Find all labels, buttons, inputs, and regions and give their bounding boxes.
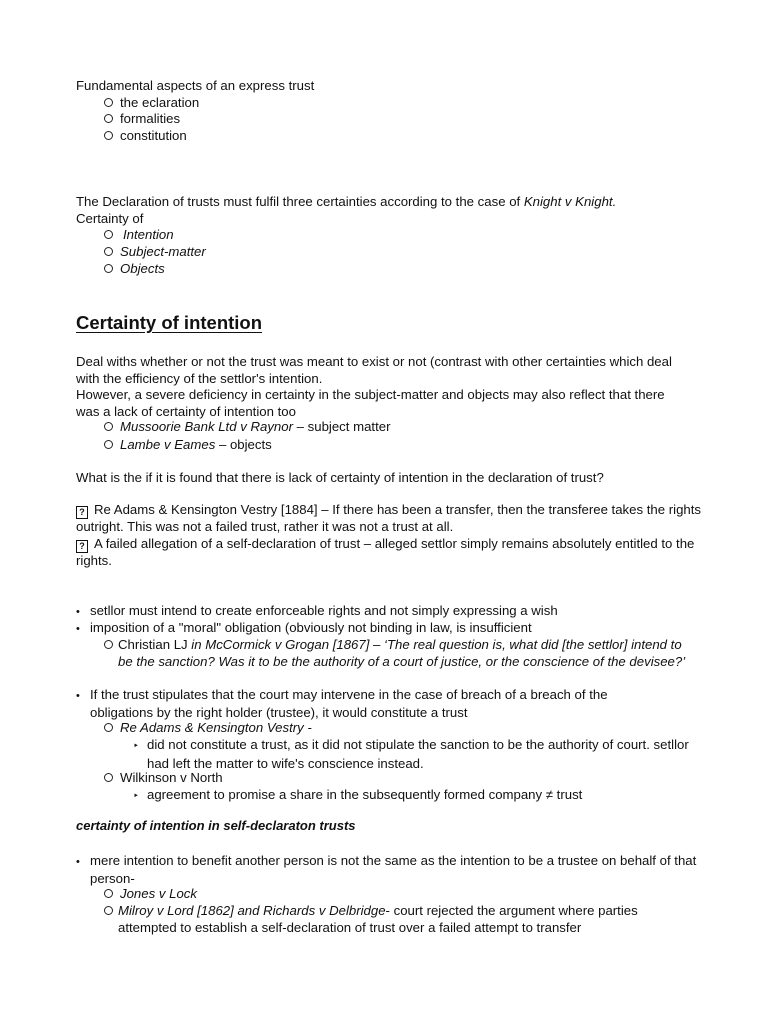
case-name: Milroy v Lord [1862] and Richards v Delbridge — [118, 903, 386, 918]
case-name: Lambe v Eames — [120, 437, 216, 452]
case-note: – objects — [215, 437, 272, 452]
case-name: Mussoorie Bank Ltd v Raynor — [120, 419, 293, 434]
bullet-moral-obligation: • imposition of a "moral" obligation (obviously not binding in law, is insufficient — [76, 620, 710, 638]
certainty-item-intention — [104, 227, 174, 244]
judge-name: Christian LJ — [118, 637, 192, 652]
bullet-court-intervene: • If the trust stipulates that the court may intervene in the case of breach of a breach of the obligations by the right holder (trustee), it would constitute a trust — [76, 687, 650, 721]
certainty-item-label: Intention — [123, 227, 174, 242]
question-point-text: A failed allegation of a self-declaration of trust – alleged settlor simply remains absolutely entitled to the rights. — [76, 536, 695, 568]
question-point-text: Re Adams & Kensington Vestry [1884] – If there has been a transfer, then the transferee takes the rights outright. This was not a failed trust, rather it was not a trust at all. — [76, 502, 701, 534]
intro-item-constitution: constitution — [104, 128, 187, 145]
question-box-icon: ? — [76, 540, 88, 553]
intro-item-formalities: formalities — [104, 111, 180, 128]
case-jones-v-lock — [104, 886, 197, 903]
wilkinson-detail: ‣ agreement to promise a share in the subsequently formed company ≠ trust — [133, 787, 707, 806]
question-paragraph: What is the if it is found that there is lack of certainty of intention in the declaration of trust? — [76, 470, 604, 485]
section-heading: Certainty of intention — [76, 312, 263, 333]
case-re-adams — [104, 720, 312, 737]
case-name: Re Adams & Kensington Vestry - — [120, 720, 312, 735]
case-mussoorie — [104, 419, 390, 436]
declaration-paragraph — [76, 194, 716, 211]
bullet-christian-lj — [104, 637, 698, 670]
deficiency-paragraph: However, a severe deficiency in certainty in the subject-matter and objects may also reflect that there was a lack of certainty of intention too — [76, 387, 665, 419]
case-milroy-v-lord — [104, 903, 698, 936]
certainty-item-label: Subject-matter — [120, 244, 206, 259]
declaration-text: The Declaration of trusts must fulfil three certainties according to the case of — [76, 194, 524, 209]
case-wilkinson: Wilkinson v North — [104, 770, 223, 787]
certainty-item-label: Objects — [120, 261, 165, 276]
bullet-mere-intention: • mere intention to benefit another person is not the same as the intention to be a trustee on behalf of that person- — [76, 853, 704, 887]
knight-case: Knight v Knight. — [523, 194, 617, 209]
re-adams-detail: ‣ did not constitute a trust, as it did not stipulate the sanction to be the authority of court. setllor had left the matter to wife's conscience instead. — [133, 737, 697, 772]
question-box-icon: ? — [76, 506, 88, 519]
certainty-of-label: Certainty of — [76, 211, 144, 226]
case-note: – subject matter — [292, 419, 391, 434]
case-note: - court rejected the argument where parties attempted to establish a self-declaration of trust over a failed attempt to transfer — [118, 903, 638, 935]
question-point-2 — [76, 536, 702, 570]
intro-item-declaration: the eclaration — [104, 95, 199, 112]
question-point-1 — [76, 502, 702, 536]
mccormick-quote: in McCormick v Grogan [1867] – ‘The real question is, what did [the settlor] intend to be the sanction? Was it to be the authority of a court of justice, or the conscience of the devisee?’ — [118, 637, 686, 669]
certainty-item-subject — [104, 244, 206, 261]
case-lambe — [104, 437, 272, 454]
certainty-item-objects — [104, 261, 165, 278]
deal-paragraph: Deal withs whether or not the trust was meant to exist or not (contrast with other certainties which deal with the efficiency of the settlor's intention. — [76, 354, 672, 386]
self-declaration-heading: certainty of intention in self-declaraton trusts — [76, 818, 356, 833]
bullet-enforceable-rights: • setllor must intend to create enforceable rights and not simply expressing a wish — [76, 603, 710, 621]
intro-title: Fundamental aspects of an express trust — [76, 78, 315, 93]
case-name: Jones v Lock — [120, 886, 197, 901]
